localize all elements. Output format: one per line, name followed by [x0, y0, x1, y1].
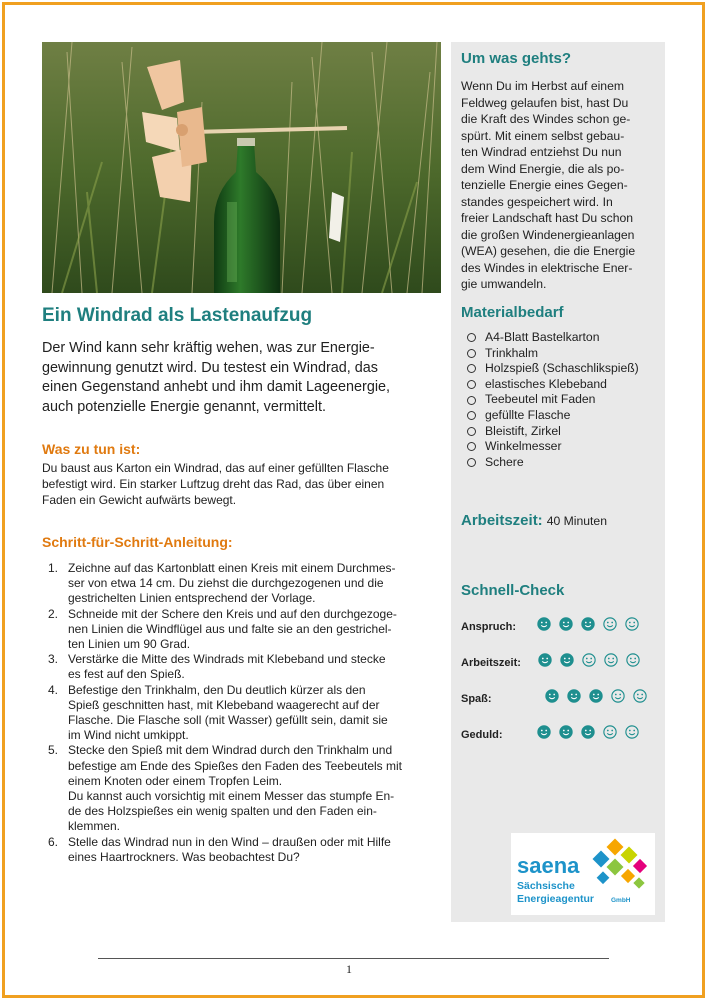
step-line: Verstärke die Mitte des Windrads mit Klebeband und stecke	[68, 652, 386, 667]
footer-divider	[98, 958, 609, 959]
step-line: gestrichelten Linien entsprechend der Vorlage.	[68, 591, 316, 606]
about-heading: Um was gehts?	[461, 50, 572, 67]
step-number: 5.	[48, 743, 59, 758]
circle-bullet-icon	[467, 427, 476, 436]
about-line: freier Landschaft hast Du schon	[461, 211, 634, 225]
list-item	[467, 424, 639, 440]
smiley-outline-icon	[625, 617, 639, 631]
circle-bullet-icon	[467, 396, 476, 405]
material-heading: Materialbedarf	[461, 304, 564, 321]
smiley-filled-icon	[559, 725, 573, 739]
material-label: gefüllte Flasche	[485, 407, 571, 422]
step-line: ser von etwa 14 cm. Du ziehst die durchgezogenen und die	[68, 576, 384, 591]
smiley-filled-icon	[581, 617, 595, 631]
about-line: tenzielle Energie eines Gegen-	[461, 178, 628, 192]
smiley-filled-icon	[560, 653, 574, 667]
steps-list	[42, 561, 442, 865]
smiley-filled-icon	[538, 653, 552, 667]
material-label: Winkelmesser	[485, 439, 562, 454]
about-line: standes gespeichert wird. In	[461, 194, 613, 209]
about-line: spürt. Mit einem selbst gebau-	[461, 128, 625, 143]
smiley-outline-icon	[611, 689, 625, 703]
step-line: einem Knoten oder einem Tropfen Leim.	[68, 773, 283, 788]
step-line: Spieß geschnitten hast, mit Klebeband waagerecht auf der	[68, 697, 380, 712]
circle-bullet-icon	[467, 411, 476, 420]
worktime-value: 40 Minuten	[546, 514, 607, 528]
task-line: befestigt wird. Ein starker Luftzug dreht das Rad, das über einen	[42, 477, 385, 491]
check-row-label: Spaß:	[461, 693, 492, 705]
smiley-filled-icon	[567, 689, 581, 703]
intro-line: Der Wind kann sehr kräftig wehen, was zur Energie-	[42, 340, 375, 356]
smiley-outline-icon	[603, 725, 617, 739]
material-label: A4-Blatt Bastelkarton	[485, 330, 600, 344]
rating-faces	[537, 725, 647, 739]
smiley-filled-icon	[545, 689, 559, 703]
steps-heading: Schritt-für-Schritt-Anleitung:	[42, 534, 233, 550]
list-item	[467, 377, 639, 393]
step-number: 6.	[48, 834, 59, 849]
material-label: Teebeutel mit Faden	[485, 392, 596, 407]
check-heading: Schnell-Check	[461, 582, 565, 599]
list-item	[467, 439, 639, 455]
smiley-outline-icon	[625, 725, 639, 739]
logo-mosaic-icon	[593, 839, 648, 889]
material-list	[467, 330, 639, 470]
step-item	[42, 683, 442, 744]
task-text	[42, 460, 442, 508]
step-number: 4.	[48, 682, 59, 697]
circle-bullet-icon	[467, 364, 476, 373]
about-line: die großen Windenergieanlagen	[461, 227, 635, 242]
task-line: Faden ein Gewicht aufwärts bewegt.	[42, 493, 237, 507]
step-line: klemmen.	[68, 819, 121, 834]
about-line: Feldweg gelaufen bist, hast Du	[461, 95, 629, 110]
about-line: (WEA) gesehen, die die Energie	[461, 244, 636, 258]
check-row-label: Arbeitszeit:	[461, 657, 521, 669]
intro-line: auch potenzielle Energie genannt, vermittelt.	[42, 398, 326, 415]
step-line: Du kannst auch vorsichtig mit einem Messer das stumpfe En-	[68, 789, 395, 804]
step-number: 3.	[48, 652, 59, 667]
smiley-filled-icon	[589, 689, 603, 703]
check-row-anspruch	[461, 617, 661, 637]
step-line: Stecke den Spieß mit dem Windrad durch den Trinkhalm und	[68, 743, 393, 758]
list-item	[467, 346, 639, 362]
step-line: Stelle das Windrad nun in den Wind – draußen oder mit Hilfe	[68, 834, 391, 849]
rating-faces	[545, 689, 655, 703]
material-label: Schere	[485, 454, 524, 469]
step-line: befestige am Ende des Spießes den Faden des Teebeutels mit	[68, 758, 402, 773]
list-item	[467, 330, 639, 346]
info-sidebar	[451, 42, 665, 922]
step-number: 2.	[48, 606, 59, 621]
step-line: Schneide mit der Schere den Kreis und auf den durchgezoge-	[68, 606, 397, 621]
step-line: Zeichne auf das Kartonblatt einen Kreis mit einem Durchmes-	[68, 561, 396, 575]
about-line: ten Windrad entziehst Du nun	[461, 145, 622, 159]
list-item	[467, 361, 639, 377]
step-item	[42, 835, 442, 865]
saena-logo	[511, 833, 655, 915]
check-row-geduld	[461, 725, 661, 745]
windmill-photo	[42, 42, 441, 293]
about-text	[461, 78, 657, 293]
check-row-arbeitszeit	[461, 653, 661, 673]
step-line: Flasche. Die Flasche soll (mit Wasser) gefüllt sein, damit sie	[68, 713, 388, 728]
step-line: im Wind nicht umkippt.	[68, 728, 189, 743]
step-item	[42, 652, 442, 682]
list-item	[467, 408, 639, 424]
check-row-label: Geduld:	[461, 729, 503, 741]
step-number: 1.	[48, 561, 59, 575]
step-line: Befestige den Trinkhalm, den Du deutlich kürzer als den	[68, 682, 366, 697]
step-line: nen Linien die Windflügel aus und falte sie an den gestrichel-	[68, 621, 392, 636]
circle-bullet-icon	[467, 380, 476, 389]
task-line: Du baust aus Karton ein Windrad, das auf einer gefüllten Flasche	[42, 461, 389, 475]
task-heading: Was zu tun ist:	[42, 441, 141, 457]
about-line: gie umwandeln.	[461, 277, 547, 291]
page-title: Ein Windrad als Lastenaufzug	[42, 305, 313, 326]
material-label: Bleistift, Zirkel	[485, 423, 561, 438]
rating-faces	[538, 653, 648, 667]
logo-suffix: GmbH	[611, 897, 631, 904]
list-item	[467, 392, 639, 408]
about-line: dem Wind Energie, die als po-	[461, 161, 625, 176]
intro-line: gewinnung genutzt wird. Du testest ein Windrad, das	[42, 359, 378, 376]
list-item	[467, 455, 639, 471]
smiley-outline-icon	[633, 689, 647, 703]
circle-bullet-icon	[467, 458, 476, 467]
step-item	[42, 607, 442, 653]
step-line: eines Haartrockners. Was beobachtest Du?	[68, 849, 300, 864]
about-line: Wenn Du im Herbst auf einem	[461, 79, 625, 93]
material-label: elastisches Klebeband	[485, 376, 607, 391]
circle-bullet-icon	[467, 349, 476, 358]
step-line: ten Linien um 90 Grad.	[68, 637, 191, 652]
worktime	[461, 512, 607, 529]
worktime-label: Arbeitszeit:	[461, 512, 543, 529]
step-item	[42, 743, 442, 834]
material-label: Holzspieß (Schaschlikspieß)	[485, 361, 639, 376]
check-row-label: Anspruch:	[461, 621, 516, 633]
rating-faces	[537, 617, 647, 631]
step-line: es fest auf den Spieß.	[68, 667, 185, 682]
material-label: Trinkhalm	[485, 345, 539, 360]
about-line: die Kraft des Windes schon ge-	[461, 112, 631, 126]
intro-line: einen Gegenstand anhebt und ihm damit Lageenergie,	[42, 379, 391, 395]
smiley-filled-icon	[581, 725, 595, 739]
smiley-outline-icon	[582, 653, 596, 667]
logo-line1: Sächsische	[517, 880, 575, 892]
about-line: des Windes in elektrische Ener-	[461, 260, 633, 275]
smiley-filled-icon	[537, 617, 551, 631]
step-line: de des Holzspießes ein wenig spalten und den Faden ein-	[68, 804, 377, 819]
check-row-spass	[461, 689, 661, 709]
smiley-outline-icon	[604, 653, 618, 667]
step-item	[42, 561, 442, 607]
intro-text	[42, 339, 442, 417]
smiley-filled-icon	[537, 725, 551, 739]
logo-wordmark: saena	[517, 853, 580, 878]
circle-bullet-icon	[467, 442, 476, 451]
logo-line2: Energieagentur	[517, 893, 595, 905]
page-number: 1	[346, 962, 352, 976]
circle-bullet-icon	[467, 333, 476, 342]
smiley-outline-icon	[626, 653, 640, 667]
smiley-filled-icon	[559, 617, 573, 631]
smiley-outline-icon	[603, 617, 617, 631]
